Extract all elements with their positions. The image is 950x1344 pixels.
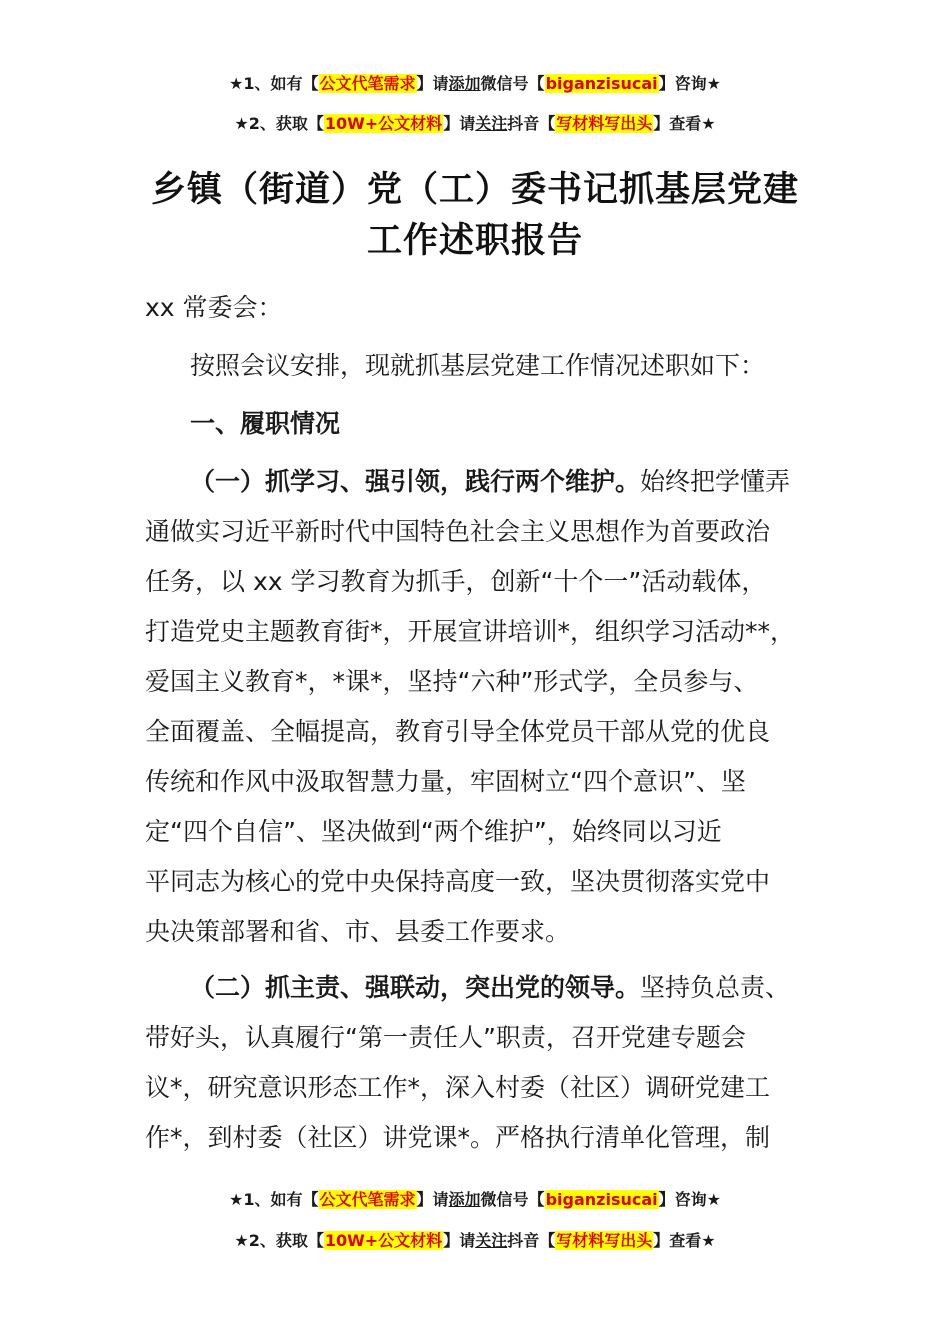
banner-text: ★2、获取【 <box>234 1231 324 1250</box>
banner-underlined-text: 关注 <box>475 1231 508 1250</box>
banner-text: 】请 <box>416 74 449 93</box>
paragraph-line: 爱国主义教育*，*课*，坚持“六种”形式学，全员参与、 <box>145 667 759 696</box>
banner-highlight: 公文代笔需求 <box>319 74 416 93</box>
paragraph-line: 全面覆盖、全幅提高，教育引导全体党员干部从党的优良 <box>145 717 771 746</box>
banner-highlight: 公文代笔需求 <box>319 1190 416 1209</box>
banner-text: 】查看★ <box>653 1231 716 1250</box>
bottom-banner-line-2 <box>0 1228 950 1251</box>
banner-douyin-id: 写材料写出头 <box>556 1231 653 1250</box>
salutation: xx 常委会： <box>145 293 283 322</box>
paragraph-1-first-line <box>190 462 790 498</box>
banner-text: ★1、如有【 <box>229 74 319 93</box>
banner-text: 微信号【 <box>480 74 545 93</box>
paragraph-line: 任务，以 xx 学习教育为抓手，创新“十个一”活动载体， <box>145 567 767 596</box>
banner-wechat-id: biganzisucai <box>545 1190 658 1209</box>
banner-text: ★2、获取【 <box>234 114 324 133</box>
banner-text: 】请 <box>443 114 476 133</box>
paragraph-line: 议*，研究意识形态工作*，深入村委（社区）调研党建工 <box>145 1073 771 1102</box>
banner-douyin-id: 写材料写出头 <box>556 114 653 133</box>
banner-text: 抖音【 <box>507 1231 556 1250</box>
document-title-line-2: 工作述职报告 <box>366 220 583 261</box>
paragraph-line: 定“四个自信”、坚决做到“两个维护”，始终同以习近 <box>145 817 722 846</box>
banner-underlined-text: 添加 <box>448 74 481 93</box>
paragraph-line: 央决策部署和省、市、县委工作要求。 <box>145 917 571 946</box>
banner-underlined-text: 关注 <box>475 114 508 133</box>
paragraph-text: 始终把学懂弄 <box>640 467 791 496</box>
document-title-line-1: 乡镇（街道）党（工）委书记抓基层党建 <box>150 169 799 210</box>
paragraph-line: 通做实习近平新时代中国特色社会主义思想作为首要政治 <box>145 517 771 546</box>
paragraph-line: 作*，到村委（社区）讲党课*。严格执行清单化管理，制 <box>145 1123 771 1152</box>
paragraph-line: 打造党史主题教育街*，开展宣讲培训*，组织学习活动**， <box>145 617 796 646</box>
banner-text: 】请 <box>443 1231 476 1250</box>
paragraph-text: 坚持负总责、 <box>640 973 791 1002</box>
paragraph-lead: （一）抓学习、强引领，践行两个维护。 <box>190 467 641 496</box>
paragraph-line: 平同志为核心的党中央保持高度一致，坚决贯彻落实党中 <box>145 867 771 896</box>
paragraph-2-first-line <box>190 968 790 1004</box>
banner-text: 抖音【 <box>507 114 556 133</box>
banner-text: 微信号【 <box>480 1190 545 1209</box>
top-banner-line-2 <box>0 111 950 134</box>
banner-text: 】咨询★ <box>658 1190 721 1209</box>
top-banner-line-1 <box>0 71 950 94</box>
banner-underlined-text: 添加 <box>448 1190 481 1209</box>
banner-text: 】咨询★ <box>658 74 721 93</box>
paragraph-line: 带好头，认真履行“第一责任人”职责，召开党建专题会 <box>145 1023 746 1052</box>
banner-wechat-id: biganzisucai <box>545 74 658 93</box>
banner-text: 】查看★ <box>653 114 716 133</box>
paragraph-line: 传统和作风中汲取智慧力量，牢固树立“四个意识”、坚 <box>145 767 746 796</box>
bottom-banner-line-1 <box>0 1187 950 1210</box>
intro-paragraph: 按照会议安排，现就抓基层党建工作情况述职如下： <box>190 351 766 380</box>
banner-highlight: 10W+公文材料 <box>324 114 443 133</box>
banner-highlight: 10W+公文材料 <box>324 1231 443 1250</box>
banner-text: ★1、如有【 <box>229 1190 319 1209</box>
banner-text: 】请 <box>416 1190 449 1209</box>
paragraph-lead: （二）抓主责、强联动，突出党的领导。 <box>190 973 641 1002</box>
section-heading: 一、履职情况 <box>190 409 341 438</box>
